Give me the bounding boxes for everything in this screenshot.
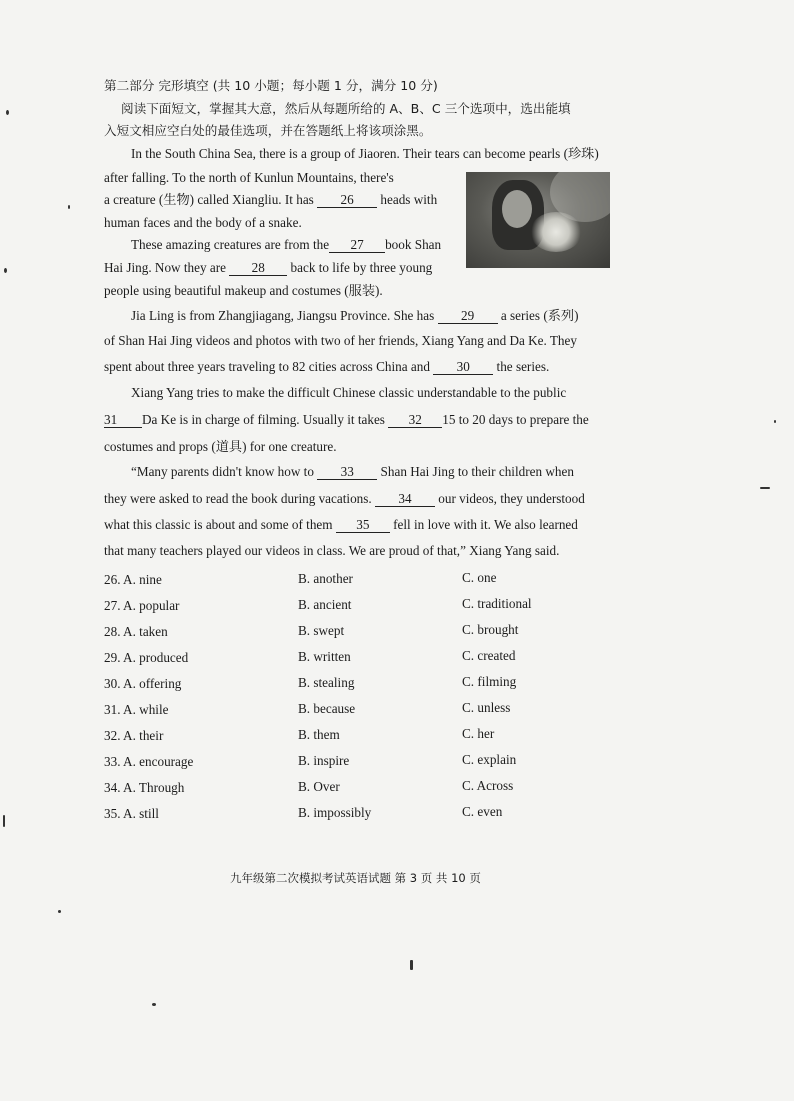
scan-speck [760,487,770,489]
scan-speck [3,815,5,827]
option-29-b: B. written [298,649,351,664]
option-27-b: B. ancient [298,597,352,612]
option-32-a: 32. A. their [104,728,164,743]
scan-speck [152,1003,156,1006]
blank-26: 26 [317,193,377,208]
option-28-a: 28. A. taken [104,624,168,639]
passage-line: a creature (生物) called Xiangliu. It has 26 heads with [104,192,438,207]
passage-line: Xiang Yang tries to make the difficult Chinese classic understandable to the public [131,385,567,400]
scan-speck [6,110,9,115]
passage-line: after falling. To the north of Kunlun Mountains, there's [104,170,394,185]
option-33-b: B. inspire [298,753,350,768]
option-30-c: C. filming [462,674,517,689]
passage-line: Hai Jing. Now they are 28 back to life by three young [104,260,433,275]
option-32-c: C. her [462,726,495,741]
blank-27: 27 [329,238,385,253]
option-31-b: B. because [298,701,356,716]
option-31-c: C. unless [462,700,511,715]
passage-line: of Shan Hai Jing videos and photos with two of her friends, Xiang Yang and Da Ke. They [104,333,577,348]
option-26-c: C. one [462,570,497,585]
blank-28: 28 [229,261,287,276]
option-32-b: B. them [298,727,340,742]
passage-line: human faces and the body of a snake. [104,215,302,230]
passage-line: spent about three years traveling to 82 cities across China and 30 the series. [104,359,550,374]
blank-35: 35 [336,518,390,533]
blank-34: 34 [375,492,435,507]
option-29-c: C. created [462,648,516,663]
option-31-a: 31. A. while [104,702,169,717]
passage-line: These amazing creatures are from the 27 book Shan [131,237,442,252]
blank-31: 31 [104,413,142,428]
scan-speck [774,420,776,423]
passage-line: In the South China Sea, there is a group of Jiaoren. Their tears can become pearls (珍珠) [131,146,599,161]
option-30-b: B. stealing [298,675,355,690]
blank-29: 29 [438,309,498,324]
option-34-a: 34. A. Through [104,780,185,795]
passage-line: Jia Ling is from Zhangjiagang, Jiangsu Province. She has 29 a series (系列) [131,308,579,323]
passage-line: 31 Da Ke is in charge of filming. Usually it takes 32 15 to 20 days to prepare the [104,412,589,427]
passage-line: what this classic is about and some of them 35 fell in love with it. We also learned [104,517,578,532]
scan-speck [410,960,413,970]
option-34-b: B. Over [298,779,340,794]
option-33-c: C. explain [462,752,517,767]
option-26-a: 26. A. nine [104,572,162,587]
scan-speck [68,205,70,209]
scan-speck [58,910,61,913]
option-33-a: 33. A. encourage [104,754,194,769]
option-27-c: C. traditional [462,596,532,611]
blank-32: 32 [388,413,442,428]
option-34-c: C. Across [462,778,514,793]
option-30-a: 30. A. offering [104,676,182,691]
option-35-a: 35. A. still [104,806,159,821]
passage-line: people using beautiful makeup and costumes (服装). [104,283,383,298]
instructions-line-1: 阅读下面短文，掌握其大意，然后从每题所给的 A、B、C 三个选项中，选出能填 [121,101,571,116]
passage-line: they were asked to read the book during vacations. 34 our videos, they understood [104,491,585,506]
option-35-c: C. even [462,804,503,819]
passage-line: that many teachers played our videos in class. We are proud of that,” Xiang Yang said. [104,543,560,558]
option-26-b: B. another [298,571,353,586]
option-35-b: B. impossibly [298,805,372,820]
passage-line: costumes and props (道具) for one creature. [104,439,337,454]
option-29-a: 29. A. produced [104,650,189,665]
option-28-b: B. swept [298,623,345,638]
blank-33: 33 [317,465,377,480]
option-28-c: C. brought [462,622,519,637]
instructions-line-2: 入短文相应空白处的最佳选项，并在答题纸上将该项涂黑。 [104,123,432,138]
creature-photo [466,172,610,268]
scan-speck [4,268,7,273]
section-header: 第二部分 完形填空 (共 10 小题；每小题 1 分，满分 10 分) [104,78,438,93]
page-footer: 九年级第二次模拟考试英语试题 第 3 页 共 10 页 [230,871,481,885]
option-27-a: 27. A. popular [104,598,180,613]
blank-30: 30 [433,360,493,375]
passage-line: “Many parents didn't know how to 33 Shan Hai Jing to their children when [131,464,574,479]
